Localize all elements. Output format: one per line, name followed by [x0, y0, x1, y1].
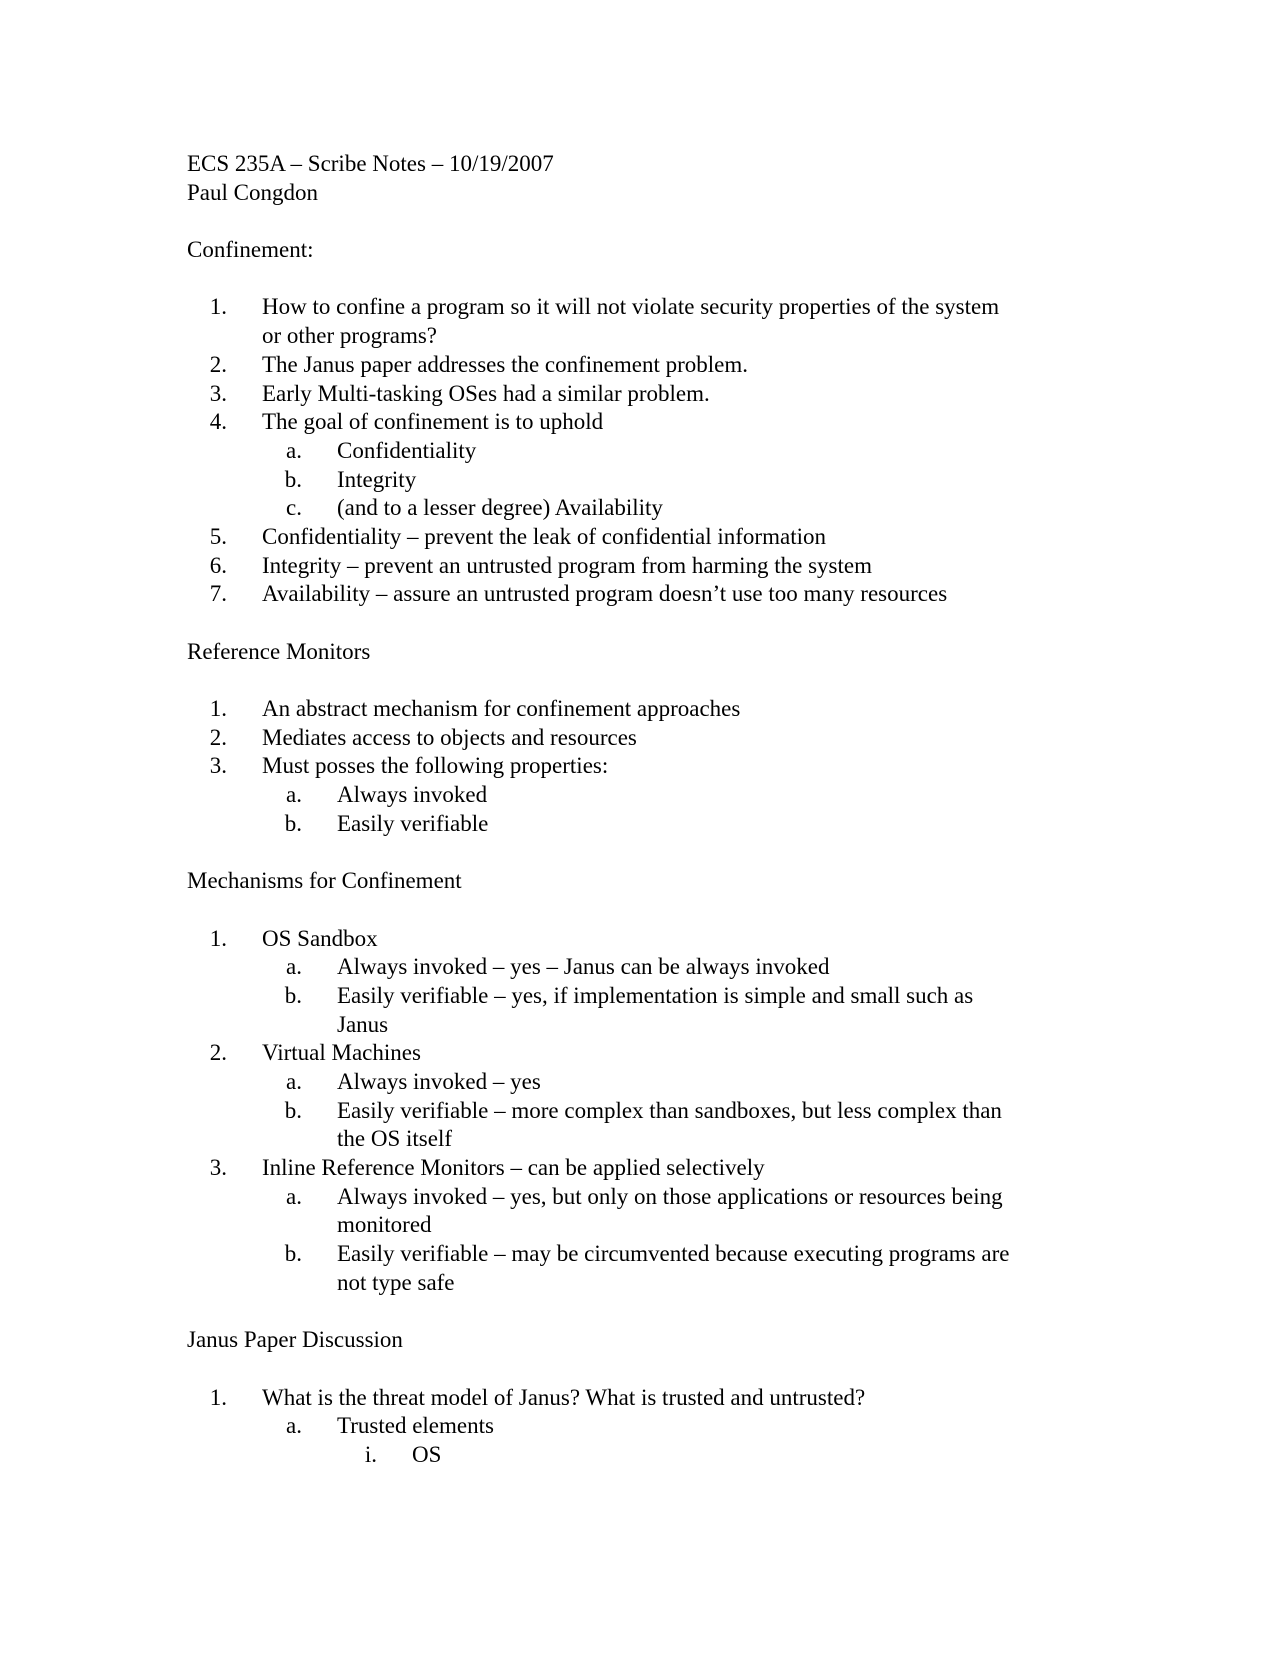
- list-item: [187, 1183, 1087, 1212]
- list-item: [187, 953, 1087, 982]
- list-item: [187, 380, 1087, 409]
- list-marker: 3.: [209, 380, 227, 406]
- list-marker: b.: [284, 982, 302, 1008]
- list-marker: 4.: [209, 409, 227, 435]
- list-item: [187, 781, 1087, 810]
- list-item: [187, 1240, 1087, 1269]
- document-title: ECS 235A – Scribe Notes – 10/19/2007: [187, 151, 554, 176]
- list-item: [187, 580, 1087, 609]
- section-heading: Janus Paper Discussion: [187, 1327, 403, 1353]
- list-item-text: Must posses the following properties:: [262, 753, 609, 779]
- list-marker: 2.: [209, 1040, 227, 1066]
- list-marker: 2.: [209, 724, 227, 750]
- list-marker: b.: [284, 1097, 302, 1123]
- list-marker: a.: [286, 1183, 302, 1209]
- list-item: [187, 752, 1087, 781]
- list-item-text: OS: [412, 1441, 442, 1467]
- list-item-text: What is the threat model of Janus? What is trusted and untrusted?: [262, 1384, 866, 1410]
- list-item-text: monitored: [337, 1212, 432, 1238]
- list-item: [187, 810, 1087, 839]
- section-heading: Mechanisms for Confinement: [187, 868, 462, 894]
- list-item: [187, 695, 1087, 724]
- section-heading: Confinement:: [187, 237, 314, 263]
- list-item-text: Availability – assure an untrusted program doesn’t use too many resources: [262, 581, 948, 607]
- list-item: [187, 1154, 1087, 1183]
- spacer: [187, 207, 1087, 236]
- spacer: [187, 609, 1087, 638]
- list-marker: a.: [286, 1413, 302, 1439]
- list-marker: 3.: [209, 753, 227, 779]
- list-marker: 2.: [209, 351, 227, 377]
- list-marker: 1.: [209, 925, 227, 951]
- list-item-text: Integrity – prevent an untrusted program from harming the system: [262, 552, 872, 578]
- list-item-text: Easily verifiable – may be circumvented because executing programs are: [337, 1241, 1010, 1267]
- list-item-text: not type safe: [337, 1269, 455, 1295]
- list-item: [187, 494, 1087, 523]
- list-item-text: OS Sandbox: [262, 925, 378, 951]
- list-item-text: Easily verifiable: [337, 810, 489, 836]
- list-item-text: Virtual Machines: [262, 1040, 421, 1066]
- list-item: [187, 1068, 1087, 1097]
- list-item-text: Trusted elements: [337, 1413, 494, 1439]
- list-marker: c.: [286, 495, 302, 521]
- list-item-text: The Janus paper addresses the confinement problem.: [262, 351, 749, 377]
- list-item-text: or other programs?: [262, 323, 437, 349]
- list-item-text: Integrity: [337, 466, 417, 492]
- section-heading: Reference Monitors: [187, 638, 371, 664]
- list-item-text: Mediates access to objects and resources: [262, 724, 637, 750]
- document-page: [187, 150, 1087, 1470]
- list-item: [187, 1125, 1087, 1154]
- spacer: [187, 265, 1087, 294]
- list-item: [187, 351, 1087, 380]
- spacer: [187, 1298, 1087, 1327]
- list-marker: 3.: [209, 1155, 227, 1181]
- list-item: [187, 1384, 1087, 1413]
- list-item-text: Confidentiality: [337, 437, 477, 463]
- list-item-text: Easily verifiable – yes, if implementation is simple and small such as: [337, 982, 974, 1008]
- list-marker: a.: [286, 954, 302, 980]
- list-item: [187, 1011, 1087, 1040]
- list-item: [187, 437, 1087, 466]
- list-marker: b.: [284, 1241, 302, 1267]
- list-item-text: Always invoked – yes, but only on those applications or resources being: [337, 1183, 1003, 1209]
- list-item: [187, 925, 1087, 954]
- list-item: [187, 408, 1087, 437]
- list-item: [187, 552, 1087, 581]
- list-marker: b.: [284, 466, 302, 492]
- list-item-text: The goal of confinement is to uphold: [262, 409, 604, 435]
- list-item: [187, 1039, 1087, 1068]
- list-marker: 1.: [209, 294, 227, 320]
- spacer: [187, 896, 1087, 925]
- list-item-text: Always invoked – yes: [337, 1069, 541, 1094]
- list-item: [187, 982, 1087, 1011]
- list-item-text: (and to a lesser degree) Availability: [337, 495, 663, 521]
- list-item: [187, 466, 1087, 495]
- list-marker: 7.: [209, 581, 227, 607]
- list-item-text: Confidentiality – prevent the leak of confidential information: [262, 523, 826, 549]
- spacer: [187, 839, 1087, 868]
- list-marker: a.: [286, 437, 302, 463]
- spacer: [187, 1355, 1087, 1384]
- list-item: [187, 724, 1087, 753]
- list-marker: a.: [286, 1069, 302, 1094]
- list-item: [187, 1211, 1087, 1240]
- list-item: [187, 1441, 1087, 1470]
- list-item-text: How to confine a program so it will not violate security properties of the system: [262, 294, 1000, 320]
- list-item: [187, 322, 1087, 351]
- list-marker: 6.: [209, 552, 227, 578]
- document-body: [187, 207, 1087, 1469]
- list-item-text: Early Multi-tasking OSes had a similar problem.: [262, 380, 710, 406]
- list-item: [187, 293, 1087, 322]
- list-item-text: Easily verifiable – more complex than sandboxes, but less complex than: [337, 1097, 1002, 1123]
- list-marker: a.: [286, 782, 302, 808]
- list-marker: 5.: [209, 523, 227, 549]
- list-item: [187, 1269, 1087, 1298]
- list-item: [187, 1097, 1087, 1126]
- spacer: [187, 666, 1087, 695]
- list-marker: 1.: [209, 1384, 227, 1410]
- list-item-text: An abstract mechanism for confinement approaches: [262, 696, 741, 722]
- list-item-text: the OS itself: [337, 1126, 452, 1152]
- list-item-text: Inline Reference Monitors – can be applied selectively: [262, 1155, 765, 1181]
- list-item-text: Always invoked – yes – Janus can be always invoked: [337, 954, 830, 980]
- document-author: Paul Congdon: [187, 179, 318, 205]
- list-marker: b.: [284, 810, 302, 836]
- list-item: [187, 1412, 1087, 1441]
- list-item-text: Janus: [337, 1011, 389, 1037]
- list-marker: i.: [364, 1441, 377, 1467]
- list-item: [187, 523, 1087, 552]
- list-item-text: Always invoked: [337, 782, 488, 808]
- list-marker: 1.: [209, 696, 227, 722]
